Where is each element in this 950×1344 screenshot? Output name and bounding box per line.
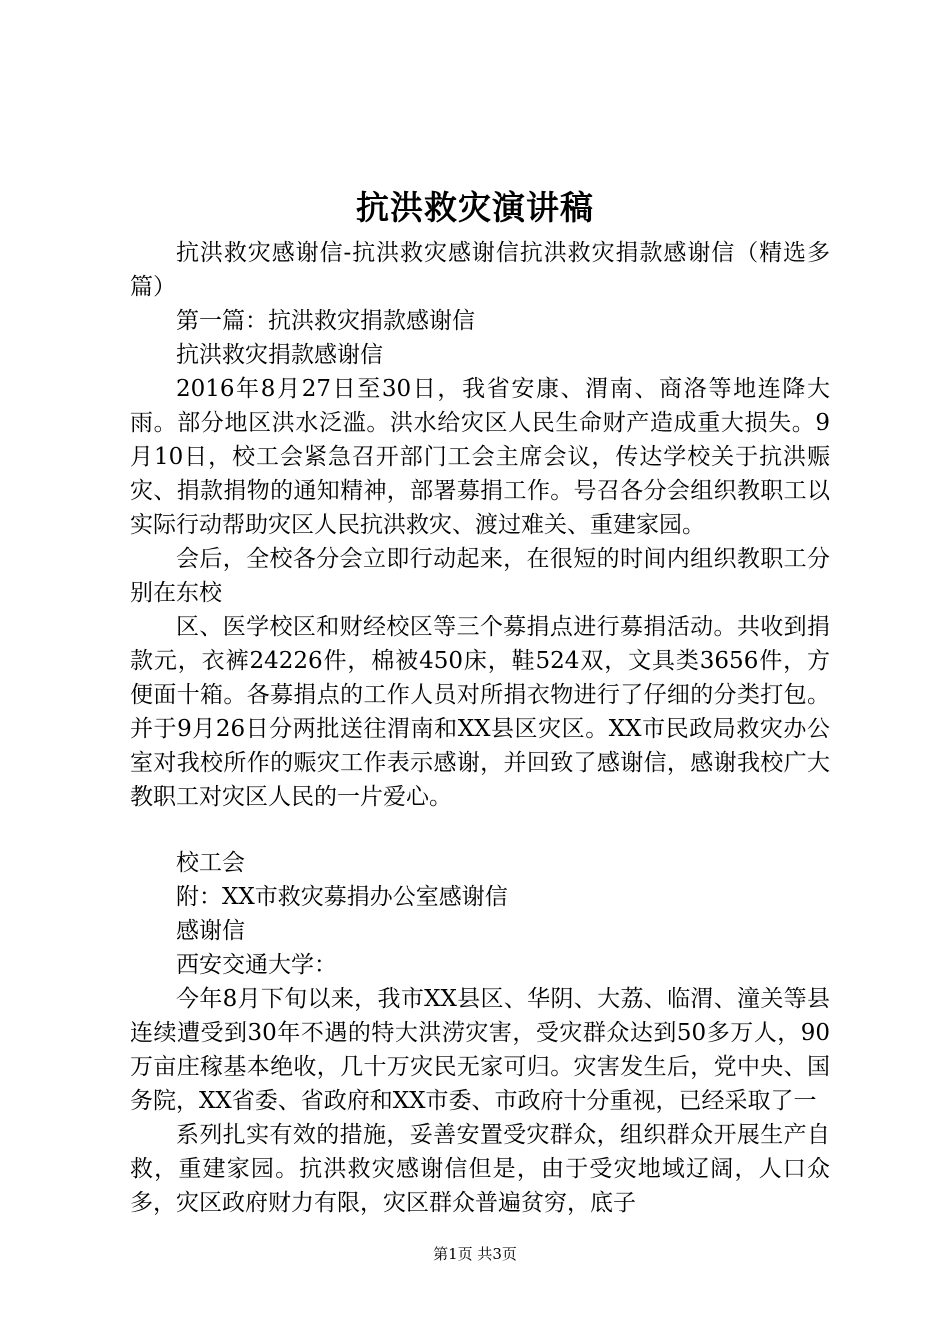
document-title: 抗洪救灾演讲稿: [356, 188, 594, 227]
paragraph-body: 系列扎实有效的措施，妥善安置受灾群众，组织群众开展生产自救，重建家园。抗洪救灾感谢信但是，由于受灾地域辽阔，人口众多，灾区政府财力有限，灾区群众普遍贫穷，底子: [130, 1122, 830, 1216]
paragraph-letter-heading: 抗洪救灾捐款感谢信: [176, 342, 383, 368]
paragraph-spacer: [130, 814, 830, 846]
paragraph-body: 2016年8月27日至30日，我省安康、渭南、商洛等地连降大雨。部分地区洪水泛滥。洪水给灾区人民生命财产造成重大损失。9月10日，校工会紧急召开部门工会主席会议，传达学校关于抗洪赈灾、捐款捐物的通知精神，部署募捐工作。号召各分会组织教职工以实际行动帮助灾区人民抗洪救灾、渡过难关、重建家园。: [130, 376, 830, 538]
paragraph-letter-title: 感谢信: [176, 918, 245, 944]
page-footer: 第1页 共3页: [433, 1245, 517, 1263]
paragraph-chapter-heading: 第一篇：抗洪救灾捐款感谢信: [176, 308, 475, 334]
paragraph-intro: 抗洪救灾感谢信-抗洪救灾感谢信抗洪救灾捐款感谢信（精选多篇）: [130, 240, 830, 300]
document-body: [130, 236, 830, 1220]
paragraph-signature: 校工会: [176, 850, 245, 876]
paragraph-body: 会后，全校各分会立即行动起来，在很短的时间内组织教职工分别在东校: [130, 546, 830, 606]
paragraph-attachment: 附：XX市救灾募捐办公室感谢信: [176, 884, 508, 910]
paragraph-body: 区、医学校区和财经校区等三个募捐点进行募捐活动。共收到捐款元，衣裤24226件，棉被450床，鞋524双，文具类3656件，方便面十箱。各募捐点的工作人员对所捐衣物进行了仔细的分类打包。并于9月26日分两批送往渭南和XX县区灾区。XX市民政局救灾办公室对我校所作的赈灾工作表示感谢，并回致了感谢信，感谢我校广大教职工对灾区人民的一片爱心。: [130, 614, 830, 810]
paragraph-salutation: 西安交通大学：: [176, 952, 337, 978]
paragraph-body: 今年8月下旬以来，我市XX县区、华阴、大荔、临渭、潼关等县连续遭受到30年不遇的特大洪涝灾害，受灾群众达到50多万人，90万亩庄稼基本绝收，几十万灾民无家可归。灾害发生后，党中央、国务院，XX省委、省政府和XX市委、市政府十分重视，已经采取了一: [130, 986, 830, 1114]
